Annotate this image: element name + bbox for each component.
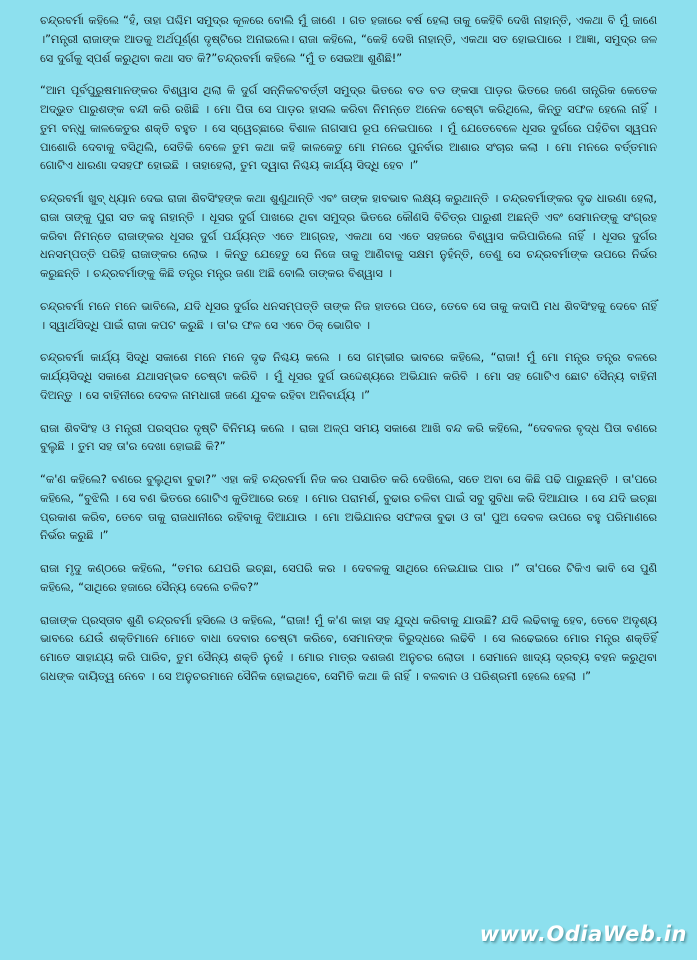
paragraph-5: ଚନ୍ଦ୍ରବର୍ମା କାର୍ଯ୍ୟ ସିଦ୍ଧି ସକାଶେ ମନେ ମନେ ଦୃଢ ନିଶ୍ଚୟ କଲେ । ସେ ଗମ୍ଭୀର ଭାବରେ କହିଲେ, “ରାଜା! ମୁଁ ମୋ ମନ୍ତ୍ର ତନ୍ତ୍ର ବଳରେ କାର୍ଯ୍ୟସିଦ୍ଧି ସକାଶେ ଯଥାସମ୍ଭବ ଚେଷ୍ଟା କରିବି । ମୁଁ ଧୂସର ଦୁର୍ଗ ଉଦ୍ଦେଶ୍ୟରେ ଅଭିଯାନ କରିବି । ମୋ ସହ ଗୋଟିଏ ଛୋଟ ସୈନ୍ୟ ବାହିନୀ ଦିଅନ୍ତୁ । ସେ ବାହିନୀରେ ଦେବଳ ନାମଧାରୀ ଜଣେ ଯୁବକ ରହିବା ଅନିବାର୍ଯ୍ୟ ।” xyxy=(40,351,657,402)
paragraph-1: ଚନ୍ଦ୍ରବର୍ମା କହିଲେ “ହଁ, ତାହା ପଶ୍ଚିମ ସମୁଦ୍ର କୂଳରେ ବୋଲି ମୁଁ ଜାଣେ । ଗତ ହଜାରେ ବର୍ଷ ହେଲା ତାକୁ କେହିବି ଦେଖି ନାହାନ୍ତି, ଏକଥା ବି ମୁଁ ଜାଣେ ।”ମନ୍ତ୍ରୀ ରାଜାଙ୍କ ଆଡକୁ ଅର୍ଥପୂର୍ଣ୍ଣ ଦୃଷ୍ଟିରେ ଅନାଇଲେ। ରାଜା କହିଲେ, “କେହି ଦେଖି ନାହାନ୍ତି, ଏକଥା ସତ ହୋଇପାରେ । ଆଜ୍ଞା, ସମୁଦ୍ର ଜଳ ସେ ଦୁର୍ଗକୁ ସ୍ପର୍ଶ କରୁଥିବା କଥା ସତ କି?”ଚନ୍ଦ୍ରବର୍ମା କହିଲେ “ମୁଁ ତ ସେଇଆ ଶୁଣିଛି!” xyxy=(40,14,657,65)
site-watermark: www.OdiaWeb.in xyxy=(479,922,687,946)
paragraph-2: “ଆମ ପୂର୍ବପୁରୁଷମାନଙ୍କର ବିଶ୍ୱାସ ଥିଲା କି ଦୁର୍ଗ ସନ୍ନିକଟବର୍ତ୍ତୀ ସମୁଦ୍ର ଭିତରେ ବଡ ବଡ ଙ୍କସା ପାଡ଼ର ଭିତରେ ଜଣେ ତାନ୍ତ୍ରିକ କେତେକ ଅଦ୍ଭୁତ ପାରୁଶଙ୍କ ବନ୍ଦୀ କରି ରଖିଛି । ମୋ ପିତା ସେ ପାଡ଼ର ହାସଲ କରିବା ନିମନ୍ତେ ଅନେକ ଚେଷ୍ଟା କରିଥିଲେ, କିନ୍ତୁ ସଫଳ ହେଲେ ନାହିଁ । ତୁମ ବନ୍ଧୁ କାଳକେତୁର ଶକ୍ତି ବହୁତ । ସେ ସ୍ୱେଚ୍ଛାରେ ବିଶାଳ ନାଗସାପ ରୂପ ନେଇପାରେ । ମୁଁ ଯେତେବେଳେ ଧୂସର ଦୁର୍ଗରେ ପହଁଚିବା ସ୍ୱପନ ପାଶୋରି ଦେବାକୁ ବସିଥିଲି, ସେତିକି ବେଳେ ତୁମ କଥା କହି କାଳକେତୁ ମୋ ମନରେ ପୁନର୍ବାର ଆଶାର ସଂଚାର କଲା । ମୋ ମନରେ ବର୍ତ୍ତମାନ ଗୋଟିଏ ଧାରଣା ଦସହଫ ହୋଇଛି । ତାହାହେଲା, ତୁମ ଦ୍ୱାରା ନିଶ୍ଚୟ କାର୍ଯ୍ୟ ସିଦ୍ଧି ହେବ ।” xyxy=(40,84,657,173)
paragraph-6: ରାଜା ଶିବସିଂହ ଓ ମନ୍ତ୍ରୀ ପରସ୍ପର ଦୃଷ୍ଟି ବିନିମୟ କଲେ । ରାଜା ଅଳ୍ପ ସମୟ ସକାଶେ ଆଖି ବନ୍ଦ କରି କହିଲେ, “ଦେବଳର ବୃଦ୍ଧ ପିତା ବଣରେ ବୁଲୁଛି । ତୁମ ସହ ତା'ର ଦେଖା ହୋଇଛି କି?” xyxy=(40,421,657,454)
paragraph-7: “କ'ଣ କହିଲେ? ବଣରେ ବୁଲୁଥିବା ବୁଢା?” ଏହା କହି ଚନ୍ଦ୍ରବର୍ମା ନିଜ କର ପସାରିତ କରି ଦେଖିଲେ, ସତେ ଅବା ସେ କିଛି ପଢି ପାରୁଛନ୍ତି । ତା'ପରେ କହିଲେ, “ବୁଝିଲି । ସେ ବଣ ଭିତରେ ଗୋଟିଏ କୁଡିଆରେ ରହେ । ମୋର ପରାମର୍ଶ, ବୁଢାର ଚଳିବା ପାଇଁ ସବୁ ସୁବିଧା କରି ଦିଆଯାଉ । ସେ ଯଦି ଇଚ୍ଛା ପ୍ରକାଶ କରିବ, ତେବେ ତାକୁ ରାଜଧାନୀରେ ରହିବାକୁ ଦିଆଯାଉ । ମୋ ଅଭିଯାନର ସଫଳତା ବୁଢା ଓ ତା' ପୁଅ ଦେବଳ ଉପରେ ବହୁ ପରିମାଣରେ ନିର୍ଭର କରୁଛି ।” xyxy=(40,473,658,543)
paragraph-4: ଚନ୍ଦ୍ରବର୍ମା ମନେ ମନେ ଭାବିଲେ, ଯଦି ଧୂସର ଦୁର୍ଗର ଧନସମ୍ପତ୍ତି ତାଙ୍କ ନିଜ ହାତରେ ପଡେ, ତେବେ ସେ ତାକୁ କଦାପି ମଧ ଶିବସିଂହକୁ ଦେବେ ନାହିଁ । ସ୍ୱାର୍ଥସିଦ୍ଧି ପାଇଁ ରାଜା କପଟ କରୁଛି । ତା'ର ଫଳ ସେ ଏବେ ଠିକ୍ ଭୋଗିବ । xyxy=(40,299,657,332)
paragraph-8: ରାଜା ମୃଦୁ କଣ୍ଠରେ କହିଲେ, “ତମର ଯେପରି ଇଚ୍ଛା, ସେପରି କର । ଦେବଳକୁ ସାଥିରେ ନେଇଯାଇ ପାର ।” ତା'ପରେ ଟିକିଏ ଭାବି ସେ ପୁଣି କହିଲେ, “ସାଥିରେ ହଜାରେ ସୈନ୍ୟ ଦେଲେ ଚଳିବ?” xyxy=(40,562,657,594)
paragraph-9: ରାଜାଙ୍କ ପ୍ରସ୍ତାବ ଶୁଣି ଚନ୍ଦ୍ରବର୍ମା ହସିଲେ ଓ କହିଲେ, “ରାଜା! ମୁଁ କ'ଣ କାହା ସହ ଯୁଦ୍ଧ କରିବାକୁ ଯାଉଛି? ଯଦି ଲଢିବାକୁ ହେବ, ତେବେ ଅଦୃଶ୍ୟ ଭାବରେ ଯେଉଁ ଶକ୍ତିମାନେ ମୋତେ ବାଧା ଦେବାର ଚେଷ୍ଟା କରିବେ, ସେମାନଙ୍କ ବିରୁଦ୍ଧରେ ଲଢିବି । ସେ ଲଢେଇରେ ମୋର ମନ୍ତ୍ର ଶକ୍ତିହିଁ ମୋତେ ସାହାଯ୍ୟ କରି ପାରିବ, ତୁମ ସୈନ୍ୟ ଶକ୍ତି ନୁହେଁ । ମୋର ମାତ୍ର ଦଶଜଣ ଅନୁଚର ଲୋଡା । ସେମାନେ ଖାଦ୍ୟ ଦ୍ରବ୍ୟ ବହନ କରୁଥିବା ଗଧଙ୍କ ଦାୟିତ୍ୱ ନେବେ । ସେ ଅନୁଚରମାନେ ସୈନିକ ହୋଇଥିବେ, ସେମିତି କଥା କି ନାହିଁ । ବଳବାନ ଓ ପରିଶ୍ରମୀ ହେଲେ ହେଲା ।” xyxy=(40,613,657,683)
paragraph-3: ଚନ୍ଦ୍ରବର୍ମା ଖୁବ୍ ଧ୍ୟାନ ଦେଇ ରାଜା ଶିବସିଂହଙ୍କ କଥା ଶୁଣୁଥାନ୍ତି ଏବଂ ତାଙ୍କ ହାବଭାବ ଲକ୍ଷ୍ୟ କରୁଥାନ୍ତି । ଚନ୍ଦ୍ରବର୍ମାଙ୍କର ଦୃଢ ଧାରଣା ହେଲା, ରାଜା ତାଙ୍କୁ ପୁରା ସତ କହୁ ନାହାନ୍ତି । ଧୂସର ଦୁର୍ଗ ପାଖରେ ଥିବା ସମୁଦ୍ର ଭିତରେ କୌଣସି ବିଚିତ୍ର ପାରୁଶୀ ଅଛନ୍ତି ଏବଂ ସେମାନଙ୍କୁ ସଂଗ୍ରହ କରିବା ନିମନ୍ତେ ରାଜାଙ୍କର ଧୂସର ଦୁର୍ଗ ପର୍ଯ୍ୟନ୍ତ ଏତେ ଆଗ୍ରହ, ଏକଥା ସେ ଏତେ ସହଜରେ ବିଶ୍ୱାସ କରିପାରିଲେ ନାହିଁ । ଧୂସର ଦୁର୍ଗର ଧନସମ୍ପତ୍ତି ପରିହି ରାଜାଙ୍କର ଲୋଭ । କିନ୍ତୁ ଯେହେତୁ ସେ ନିଜେ ତାକୁ ଆଣିବାକୁ ସକ୍ଷମ ନୁହଁନ୍ତି, ତେଣୁ ସେ ଚନ୍ଦ୍ରବର୍ମାଙ୍କ ଉପରେ ନିର୍ଭର କରୁଛନ୍ତି । ଚନ୍ଦ୍ରବର୍ମାଙ୍କୁ କିଛି ତନ୍ତ୍ର ମନ୍ତ୍ର ଜଣା ଅଛି ବୋଲି ତାଙ୍କର ବିଶ୍ୱାସ । xyxy=(40,192,657,280)
